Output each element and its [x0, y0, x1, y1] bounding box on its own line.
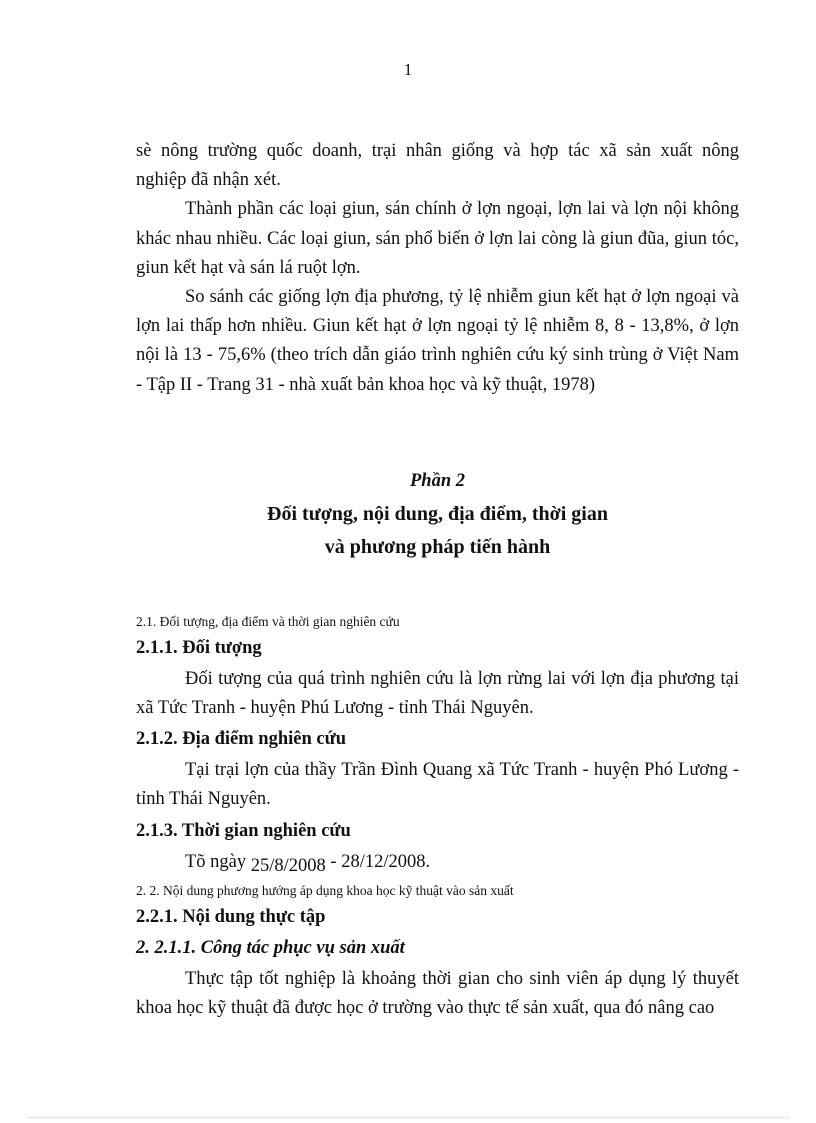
paragraph-subject: Đối tượng của quá trình nghiên cứu là lợn rừng lai với lợn địa phương tại xã Tức Tranh - huyện Phú Lương - tỉnh Thái Nguyên.	[136, 668, 739, 719]
section-heading-2-2: 2. 2. Nội dung phương hướng áp dụng khoa học kỹ thuật vào sản xuất	[136, 882, 514, 898]
part-title-line: và phương pháp tiến hành	[324, 535, 551, 558]
page-number: 1	[403, 60, 413, 79]
paragraph-location: Tại trại lợn của thầy Trần Đình Quang xã Tức Tranh - huyện Phó Lương - tỉnh Thái Nguyên.	[136, 760, 739, 810]
paragraph-internship: Thực tập tốt nghiệp là khoảng thời gian cho sinh viên áp dụng lý thuyết khoa học kỹ thuật đã được học ở trường vào thực tế sản xuất, qua đó nâng cao	[136, 968, 739, 1019]
heading-2-1-1: 2.1.1. Đối tượng	[136, 637, 262, 658]
time-start: 25/8/2008	[250, 855, 326, 876]
paragraph-time	[136, 848, 739, 877]
heading-2-2-1-1: 2. 2.1.1. Công tác phục vụ sản xuất	[136, 937, 405, 958]
time-prefix: Tõ ngày	[185, 851, 247, 872]
paragraph-line: nghiệp đã nhận xét.	[136, 170, 281, 191]
part-label: Phần 2	[409, 470, 465, 491]
document-body	[136, 137, 739, 1023]
part-title-line: Đối tượng, nội dung, địa điểm, thời gian	[267, 502, 608, 525]
paragraph-continuation	[136, 137, 739, 195]
part-title	[136, 498, 739, 564]
section-heading-2-1: 2.1. Đối tượng, địa điểm và thời gian nghiên cứu	[136, 613, 400, 629]
paragraph-infection-rates: So sánh các giống lợn địa phương, tỷ lệ nhiễm giun kết hạt ở lợn ngoại và lợn lai thấp hơn nhiều. Giun kết hạt ở lợn ngoại tỷ lệ nhiễm 8, 8 - 13,8%, ở lợn nội là 13 - 75,6% (theo trích dẫn giáo trình nghiên cứu ký sinh trùng ở Việt Nam - Tập II - Trang 31 - nhà xuất bản khoa học và kỹ thuật, 1978)	[136, 287, 739, 395]
heading-2-1-2: 2.1.2. Địa điểm nghiên cứu	[136, 729, 346, 750]
page-bottom-divider	[28, 1117, 788, 1118]
heading-2-1-3: 2.1.3. Thời gian nghiên cứu	[136, 820, 351, 841]
heading-2-2-1: 2.2.1. Nội dung thực tập	[136, 906, 326, 927]
paragraph-parasite-composition: Thành phần các loại giun, sán chính ở lợn ngoại, lợn lai và lợn nội không khác nhau nhiều. Các loại giun, sán phổ biến ở lợn lai còng là giun đũa, giun tóc, giun kết hạt và sán lá ruột lợn.	[136, 199, 739, 278]
paragraph-line: sè nông trường quốc doanh, trại nhân giống và hợp tác xã sản xuất nông	[136, 141, 739, 161]
time-end: - 28/12/2008.	[330, 851, 431, 872]
